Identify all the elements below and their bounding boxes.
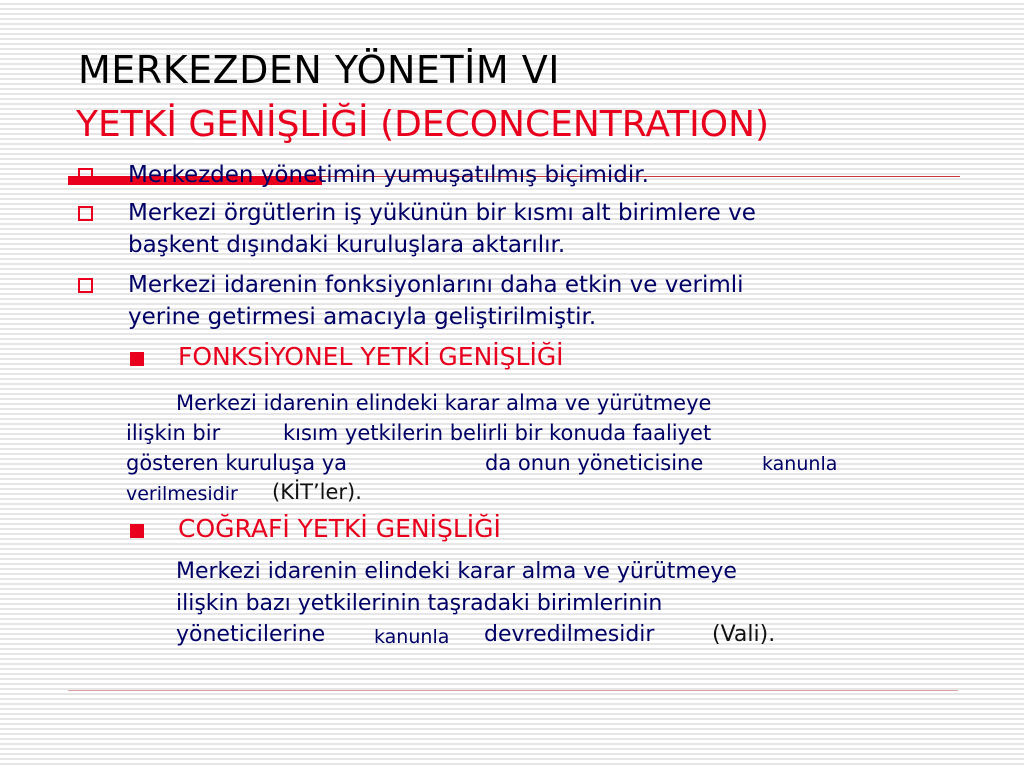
- geographic-text-line-1: Merkezi idarenin elindeki karar alma ve yürütmeye: [176, 559, 737, 584]
- filled-square-bullet-icon: [130, 524, 144, 538]
- functional-text-line-4b: (KİT’ler).: [272, 480, 362, 504]
- hollow-square-bullet-icon: [78, 278, 93, 293]
- functional-text-line-2b: kısım yetkilerin belirli bir konuda faaliyet: [283, 421, 712, 445]
- functional-text-line-3a: gösteren kuruluşa ya: [126, 451, 348, 475]
- bullet-text-3-cont: yerine getirmesi amacıyla geliştirilmiştir.: [128, 304, 597, 330]
- functional-text-line-1: Merkezi idarenin elindeki karar alma ve yürütmeye: [176, 391, 712, 415]
- footer-divider-line: [68, 690, 958, 691]
- functional-text-line-2a: ilişkin bir: [126, 421, 221, 445]
- bullet-text-3: Merkezi idarenin fonksiyonlarını daha etkin ve verimli: [128, 272, 744, 298]
- bullet-text-2: Merkezi örgütlerin iş yükünün bir kısmı alt birimlere ve: [128, 200, 756, 226]
- functional-heading: FONKSİYONEL YETKİ GENİŞLİĞİ: [178, 342, 564, 371]
- bullet-text-1: Merkezden yönetimin yumuşatılmış biçimidir.: [128, 162, 649, 188]
- functional-text-line-3b: da onun yöneticisine: [485, 451, 704, 475]
- hollow-square-bullet-icon: [78, 168, 93, 183]
- geographic-text-line-2: ilişkin bazı yetkilerinin taşradaki birimlerinin: [176, 591, 663, 616]
- geographic-text-line-3a: yöneticilerine: [176, 622, 326, 647]
- functional-text-line-4a: verilmesidir: [126, 483, 238, 505]
- slide-title: MERKEZDEN YÖNETİM VI: [78, 48, 560, 92]
- geographic-text-line-3d: (Vali).: [712, 622, 776, 647]
- geographic-text-line-3c: devredilmesidir: [484, 622, 655, 647]
- filled-square-bullet-icon: [130, 352, 144, 366]
- functional-text-line-3c: kanunla: [762, 453, 838, 475]
- geographic-text-line-3b: kanunla: [374, 626, 450, 648]
- hollow-square-bullet-icon: [78, 206, 93, 221]
- bullet-text-2-cont: başkent dışındaki kuruluşlara aktarılır.: [128, 232, 566, 258]
- slide-subtitle: YETKİ GENİŞLİĞİ (DECONCENTRATION): [76, 104, 770, 145]
- geographic-heading: COĞRAFİ YETKİ GENİŞLİĞİ: [178, 514, 501, 543]
